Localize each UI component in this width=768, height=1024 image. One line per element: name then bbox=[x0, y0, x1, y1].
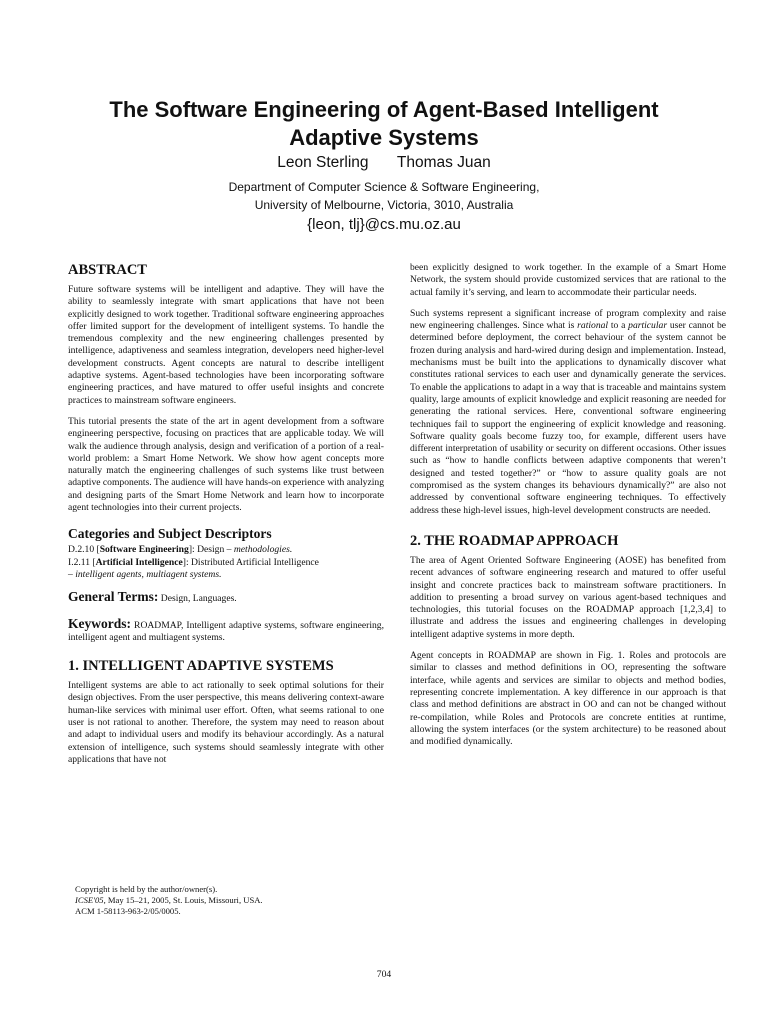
descriptor-italic: methodologies. bbox=[233, 544, 293, 556]
descriptor-line bbox=[68, 557, 384, 569]
abstract-paragraph: This tutorial presents the state of the art in agent development from a software engineering perspective, focusing on practices that are applicable today. We will walk the audience through analysis, design and verification of a portion of a real-world problem: a Smart Home Network. We show how agent concepts more naturally match the engineering challenges of such systems like trust between adaptive components. The audience will have hands-on experience with analyzing and designing parts of the Smart Home Network and learn how to incorporate agent technologies into their current projects. bbox=[68, 415, 384, 514]
paper-title bbox=[60, 96, 708, 152]
paragraph-text: user cannot be determined before deployment, the correct behaviour of the system cannot be frozen during analysis and hard-wired during design and implementation. Instead, mechanisms must be built into the applications to dynamically discover what constitutes rational services to each user and dynamically generate the services. To enable the applications to adapt in a way that is traceable and maintains system quality, large amounts of explicit knowledge and explicit reasoning are needed for generating the rational services. Here, conventional software engineering techniques fail to support the engineering of explicit knowledge and reasoning. Software quality goals become fuzzy too, for example, different users have different interpretation of usability or security on different occasions. Other issues such as “how to handle conflicts between adaptive components that weren’t designed and tested together?” or “how to assure quality goals are not compromised as the system changes its behaviours dynamically?” are also not addressed by conventional software engineering techniques. To effectively address these high-level issues, high-level development constructs are needed. bbox=[410, 320, 726, 516]
emphasis-text: particular bbox=[628, 320, 668, 332]
subject-descriptors bbox=[68, 544, 384, 581]
section-2-paragraph: Agent concepts in ROADMAP are shown in Fig. 1. Roles and protocols are similar to classes and method definitions in OO, representing the software interface, while agents and services are similar to objects and method bodies, representing concrete implementation. A key difference in our approach is that class and method definitions are abstract in OO and can not be changed without re-compilation, while Roles and Protocols are concrete entities at runtime, allowing the system interfaces (or the system architecture) to be reasoned about and modified dynamically. bbox=[410, 650, 726, 748]
paragraph-text: Such systems represent a significant increase of program complexity and raise new engineering challenges. Since what is bbox=[410, 307, 726, 332]
section-1-paragraph: been explicitly designed to work together. In the example of a Smart Home Network, the system should provide customized services that are rational to the actual family it’s serving, and learn to accommodate their particular needs. bbox=[410, 262, 726, 298]
abstract-heading: ABSTRACT bbox=[68, 262, 147, 278]
descriptor-line bbox=[68, 544, 384, 556]
emphasis-text: rational bbox=[577, 320, 609, 332]
copyright-line bbox=[75, 895, 375, 906]
section-2-paragraph: The area of Agent Oriented Software Engineering (AOSE) has benefited from recent advances of software engineering research and matured to offer useful insight and concrete practices back to mainstream software practitioners. In addition to presenting a broad survey on various agent-based techniques and technologies, this tutorial focuses on the ROADMAP approach [1,2,3,4] to illustrate and address the issues and engineering challenges in developing intelligent adaptive systems in more depth. bbox=[410, 554, 726, 640]
section-2-heading: 2. THE ROADMAP APPROACH bbox=[410, 532, 619, 549]
copyright-line: ACM 1-58113-963-2/05/0005. bbox=[75, 906, 181, 916]
descriptor-italic: – intelligent agents, multiagent systems. bbox=[68, 568, 222, 580]
conference-name: ICSE'05 bbox=[75, 895, 104, 905]
affiliation-line: Department of Computer Science & Software Engineering, bbox=[228, 180, 540, 194]
general-terms-label: General Terms: bbox=[68, 589, 159, 605]
affiliation bbox=[60, 178, 708, 214]
right-column bbox=[410, 262, 726, 757]
descriptor-category: Software Engineering bbox=[99, 544, 189, 556]
keywords-value: ROADMAP, Intelligent adaptive systems, software engineering, intelligent agent and multiagent systems. bbox=[68, 619, 384, 643]
title-line-2: Adaptive Systems bbox=[289, 125, 479, 150]
copyright-line: Copyright is held by the author/owner(s). bbox=[75, 884, 218, 894]
descriptor-code: I.2.11 [ bbox=[68, 556, 96, 568]
author-email: {leon, tlj}@cs.mu.oz.au bbox=[307, 216, 461, 233]
section-1-heading: 1. INTELLIGENT ADAPTIVE SYSTEMS bbox=[68, 658, 334, 675]
section-1-paragraph: Intelligent systems are able to act rationally to seek optimal solutions for their design objectives. From the user perspective, this means delivering context-aware human-like services with minimal user effort. Often, what seems rational to one user is not rational to another. Therefore, the system may need to reason about and adapt to individual users and modify its behaviour accordingly. As a natural extension of intelligence, such systems should seamlessly integrate with other applications that have not bbox=[68, 680, 384, 765]
descriptor-line bbox=[68, 569, 384, 581]
affiliation-line: University of Melbourne, Victoria, 3010, Australia bbox=[254, 198, 514, 212]
paragraph-text: to a bbox=[608, 320, 629, 332]
left-column bbox=[68, 262, 384, 775]
title-line-1: The Software Engineering of Agent-Based Intelligent bbox=[109, 97, 659, 122]
conference-details: , May 15–21, 2005, St. Louis, Missouri, USA. bbox=[103, 895, 263, 905]
page-number: 704 bbox=[376, 969, 392, 980]
categories-heading: Categories and Subject Descriptors bbox=[68, 526, 272, 542]
section-1-paragraph bbox=[410, 308, 726, 517]
descriptor-code: D.2.10 [ bbox=[68, 544, 100, 556]
general-terms-value: Design, Languages. bbox=[158, 593, 237, 605]
descriptor-text: ]: Design – bbox=[188, 544, 234, 556]
author-list bbox=[60, 154, 708, 172]
author-name: Thomas Juan bbox=[396, 154, 491, 171]
general-terms bbox=[68, 591, 384, 605]
keywords bbox=[68, 615, 384, 645]
descriptor-text: ]: Distributed Artificial Intelligence bbox=[182, 556, 319, 568]
author-name: Leon Sterling bbox=[277, 154, 369, 171]
keywords-label: Keywords: bbox=[68, 615, 131, 631]
abstract-paragraph: Future software systems will be intelligent and adaptive. They will have the ability to seamlessly integrate with smart applications that have not been explicitly designed to work together. Traditional software engineering approaches offer limited support for the development of intelligent systems. To handle the tremendous complexity and the new engineering challenges presented by intelligence, adaptiveness and seamless integration, developers need higher-level development constructs. Agent concepts are natural to describe intelligent adaptive systems. Agent-based technologies have been incorporating software engineering practices, and have matured to offer useful insights and concrete practices to mainstream software engineers. bbox=[68, 284, 384, 406]
copyright-notice bbox=[75, 884, 375, 917]
descriptor-category: Artificial Intelligence bbox=[95, 556, 183, 568]
